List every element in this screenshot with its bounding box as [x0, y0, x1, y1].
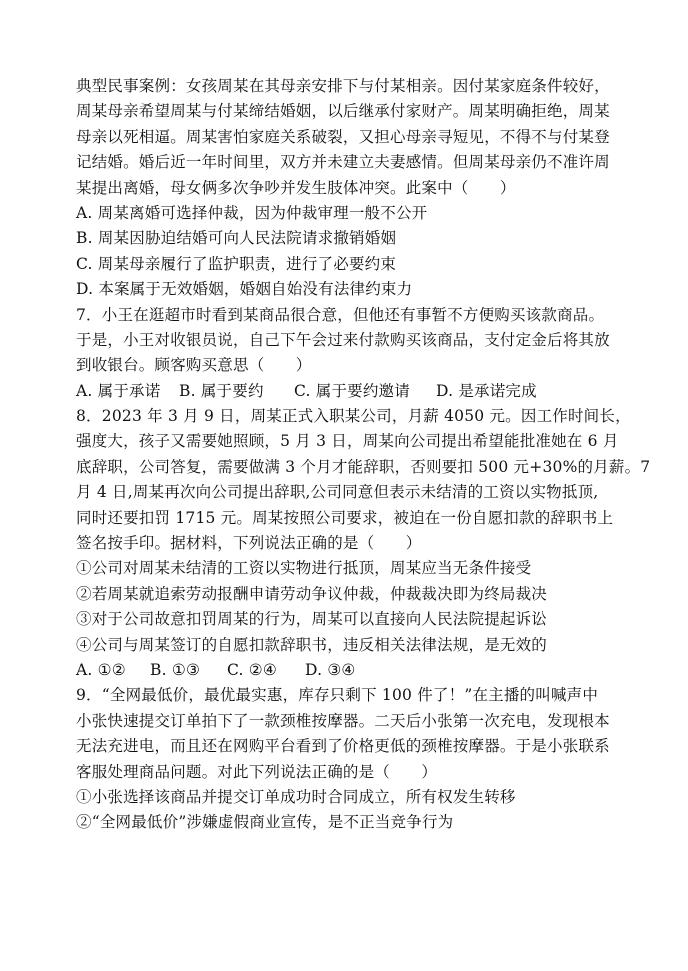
options-row [76, 658, 660, 683]
question-stem-line: 同时还要扣罚 1715 元。周某按照公司要求，被迫在一份自愿扣款的辞职书上 [76, 508, 614, 527]
question-stem-line: 到收银台。顾客购买意思（ ） [76, 356, 312, 375]
question-stem-line: 7．小王在逛超市时看到某商品很合意，但他还有事暂不方便购买该款商品。 [76, 305, 605, 324]
question-stem-line: 某提出离婚，母女俩多次争吵并发生肢体冲突。此案中（ ） [76, 178, 516, 197]
question-stem-line: 底辞职，公司答复，需要做满 3 个月才能辞职，否则要扣 500 元+30%的月薪。7 [76, 457, 651, 476]
option-b: B. 周某因胁迫结婚可向人民法院请求撤销婚姻 [76, 229, 397, 248]
option-d: D. 是承诺完成 [436, 381, 537, 400]
question-stem-line: 8．2023 年 3 月 9 日，周某正式入职某公司，月薪 4050 元。因工作时间长， [76, 407, 631, 426]
question-9 [76, 683, 660, 835]
question-stem-line: 客服处理商品问题。对此下列说法正确的是（ ） [76, 762, 438, 781]
option-d: D. 本案属于无效婚姻，婚姻自始没有法律约束力 [76, 280, 413, 299]
question-7 [76, 303, 660, 405]
statement-2: ②若周某就追索劳动报酬申请劳动争议仲裁，仲裁裁决即为终局裁决 [76, 584, 548, 603]
option-c: C. 周某母亲履行了监护职责，进行了必要约束 [76, 254, 397, 273]
option-a: A. 属于承诺 [76, 381, 161, 400]
question-8 [76, 404, 660, 683]
question-stem-line: 强度大，孩子又需要她照顾，5 月 3 日，周某向公司提出希望能批准她在 6 月 [76, 432, 619, 451]
options-row [76, 379, 660, 404]
question-stem-line: 于是，小王对收银员说，自己下午会过来付款购买该商品，支付定金后将其放 [76, 330, 610, 349]
option-b: B. ①③ [150, 660, 201, 679]
question-stem-line: 记结婚。婚后近一年时间里，双方并未建立夫妻感情。但周某母亲仍不准许周 [76, 153, 610, 172]
statement-2: ②“全网最低价”涉嫌虚假商业宣传，是不正当竞争行为 [76, 813, 454, 832]
question-6 [76, 74, 660, 303]
question-stem-line: 签名按手印。据材料，下列说法正确的是（ ） [76, 534, 422, 553]
question-stem-line: 母亲以死相逼。周某害怕家庭关系破裂，又担心母亲寻短见，不得不与付某登 [76, 127, 610, 146]
question-stem-line: 9．“全网最低价，最优最实惠，库存只剩下 100 件了！”在主播的叫喊声中 [76, 686, 599, 705]
statement-1: ①小张选择该商品并提交订单成功时合同成立，所有权发生转移 [76, 787, 516, 806]
statement-3: ③对于公司故意扣罚周某的行为，周某可以直接向人民法院提起诉讼 [76, 610, 548, 629]
option-a: A. ①② [76, 660, 126, 679]
question-stem-line: 无法充进电，而且还在网购平台看到了价格更低的颈椎按摩器。于是小张联系 [76, 737, 610, 756]
option-d: D. ③④ [305, 660, 356, 679]
option-b: B. 属于要约 [179, 381, 264, 400]
option-c: C. 属于要约邀请 [294, 381, 410, 400]
option-c: C. ②④ [227, 660, 277, 679]
question-stem-line: 周某母亲希望周某与付某缔结婚姻，以后继承付家财产。周某明确拒绝，周某 [76, 102, 610, 121]
question-stem-line: 小张快速提交订单拍下了一款颈椎按摩器。二天后小张第一次充电，发现根本 [76, 711, 610, 730]
statement-1: ①公司对周某未结清的工资以实物进行抵顶，周某应当无条件接受 [76, 559, 532, 578]
question-stem-line: 典型民事案例：女孩周某在其母亲安排下与付某相亲。因付某家庭条件较好， [76, 77, 610, 95]
statement-4: ④公司与周某签订的自愿扣款辞职书，违反相关法律法规，是无效的 [76, 635, 548, 654]
option-a: A. 周某离婚可选择仲裁，因为仲裁审理一般不公开 [76, 203, 428, 222]
question-stem-line: 月 4 日,周某再次向公司提出辞职,公司同意但表示未结清的工资以实物抵顶, [76, 483, 599, 502]
